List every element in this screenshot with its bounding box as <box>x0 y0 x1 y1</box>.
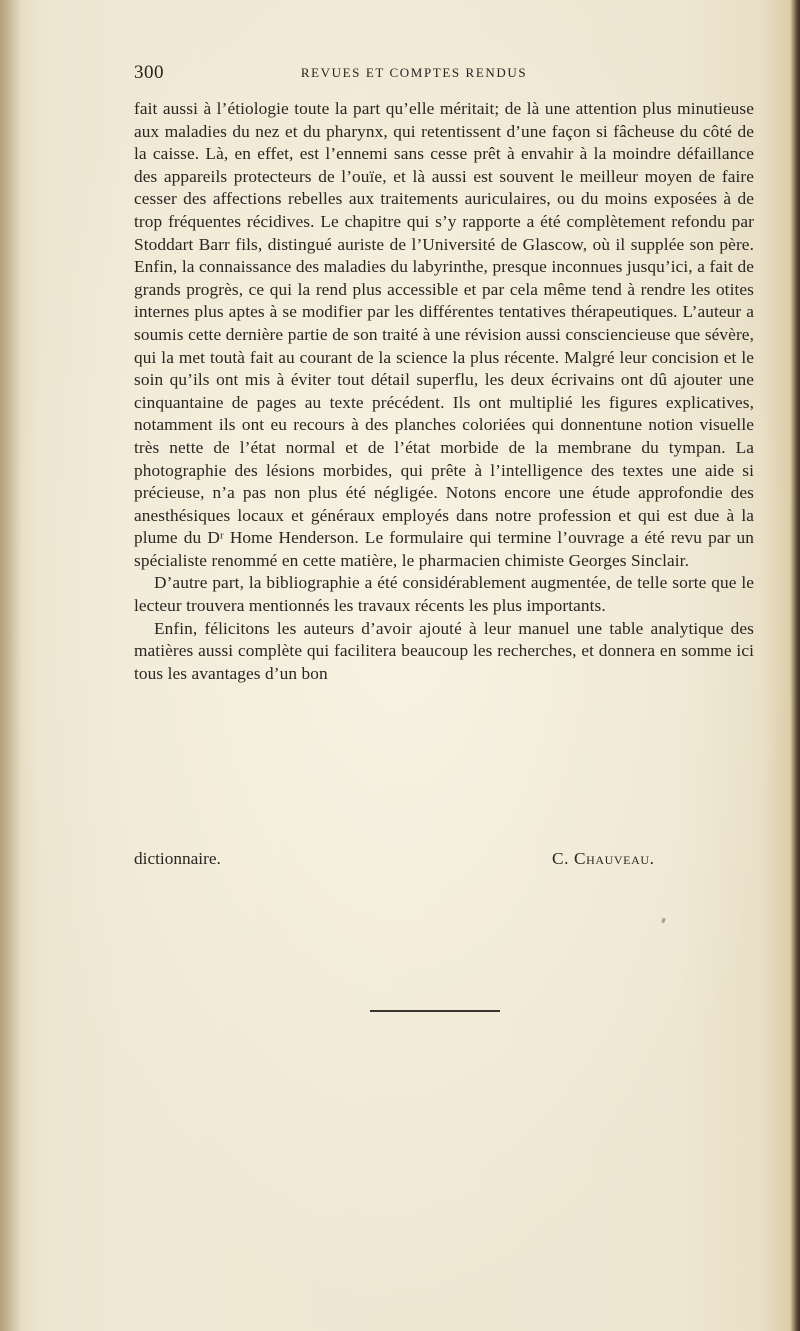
page-number: 300 <box>134 62 164 83</box>
author-signature: C. Chauveau. <box>552 849 655 868</box>
spine-shadow <box>0 0 22 1331</box>
paragraph-1: fait aussi à l’étiologie toute la part qu’elle méritait; de là une attention plus minutieuse aux maladies du nez et du pharynx, qui retentissent d’une façon si fâcheuse du côté de la caisse. Là, en effet, est l’ennemi sans cesse prêt à envahir à la moindre défaillance des appareils protecteurs de l’ouïe, et là aussi est souvent le meilleur moyen de faire cesser des affections rebelles aux traitements auriculaires, ou du moins exposées à de trop fréquentes récidives. Le chapitre qui s’y rapporte a été complètement refondu par Stoddart Barr fils, distingué auriste de l’Université de Glascow, où il supplée son père. Enfin, la connaissance des maladies du labyrinthe, presque inconnues jusqu’ici, a fait de grands progrès, ce qui la rend plus accessible et par cela même tend à rendre les otites internes plus aptes à se modifier par les différentes tentatives thérapeutiques. L’auteur a soumis cette dernière partie de son traité à une révision aussi consciencieuse que sévère, qui la met toutà fait au courant de la science la plus récente. Malgré leur concision et le soin qu’ils ont mis à éviter tout détail superflu, les deux écrivains ont dû ajouter une cinquantaine de pages au texte précédent. Ils ont multiplié les figures explicatives, notamment ils ont eu recours à des planches coloriées qui donnentune notion visuelle très nette de l’état normal et de l’état morbide de la membrane du tympan. La photographie des lésions morbides, qui prête à l’intelligence des textes une aide si précieuse, n’a pas non plus été négligée. Notons encore une étude approfondie des anesthésiques locaux et généraux employés dans notre profession et qui est due à la plume du Dʳ Home Henderson. Le formulaire qui termine l’ouvrage a été revu par un spécialiste renommé en cette matière, le pharmacien chimiste Georges Sinclair. <box>134 99 754 570</box>
paragraph-2: D’autre part, la bibliographie a été considérablement augmentée, de telle sorte que le lecteur trouvera mentionnés les travaux récents les plus importants. <box>134 573 754 616</box>
paragraph-3: Enfin, félicitons les auteurs d’avoir ajouté à leur manuel une table analytique des matières aussi complète qui facilitera beaucoup les recherches, et donnera en somme ici tous les avantages d’un bon <box>134 618 754 683</box>
page-header <box>134 62 754 88</box>
closing-word: dictionnaire. <box>134 849 221 868</box>
ink-speck <box>661 918 666 924</box>
closing-line <box>134 849 754 873</box>
end-rule <box>370 1010 500 1012</box>
article-body <box>134 98 754 685</box>
running-head: REVUES ET COMPTES RENDUS <box>300 65 528 80</box>
